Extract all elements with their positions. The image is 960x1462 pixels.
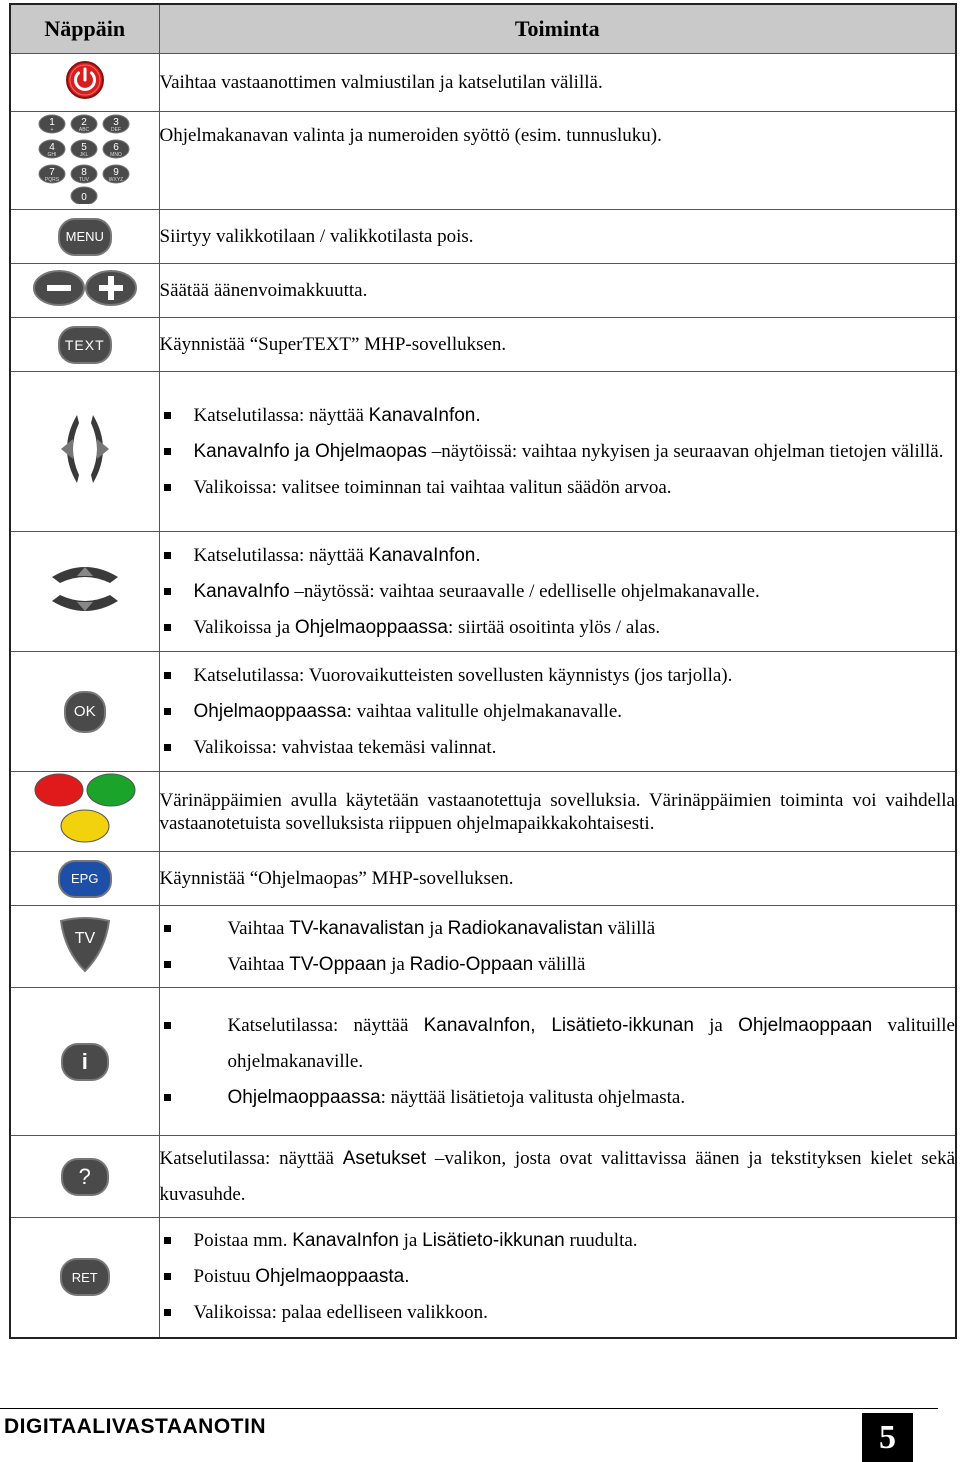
green-key-icon [87, 774, 135, 806]
volume-minus-plus-icon [32, 268, 138, 308]
number-keys-cell [10, 112, 159, 210]
table-row [10, 372, 956, 532]
numbers-text: Ohjelmakanavan valinta ja numeroiden syöttö (esim. tunnusluku). [159, 125, 662, 146]
table-header-row [10, 4, 956, 54]
table-row [10, 264, 956, 318]
info-key-cell [10, 988, 159, 1136]
number-key-digit: 5 [80, 142, 87, 153]
number-key-letters: DEF [110, 127, 121, 133]
tv-key-cell [10, 906, 159, 988]
numbers-description [159, 112, 956, 210]
epg-description: Käynnistää “Ohjelmaopas” MHP-sovelluksen. [159, 852, 956, 906]
up-down-keys-cell [10, 532, 159, 652]
color-keys-description: Värinäppäimien avulla käytetään vastaanotettuja sovelluksia. Värinäppäimien toiminta voi vaihdella vastaanotetuista sovelluksista riippuen ohjelmapaikkakohtaisesti. [159, 772, 956, 852]
question-icon [61, 1158, 109, 1196]
table-row [10, 532, 956, 652]
number-key-digit: 0 [80, 192, 87, 203]
table-row [10, 652, 956, 772]
number-key-1-icon [39, 115, 65, 133]
number-key-letters: ABC [78, 127, 89, 133]
yellow-key-icon [61, 810, 109, 842]
list-item: Valikoissa ja Ohjelmaoppaassa: siirtää osoitinta ylös / alas. [160, 610, 956, 646]
left-right-keys-cell [10, 372, 159, 532]
menu-description: Siirtyy valikkotilaan / valikkotilasta pois. [159, 210, 956, 264]
table-row [10, 852, 956, 906]
number-key-7-icon [39, 165, 65, 183]
text-icon [58, 326, 112, 364]
help-key-cell [10, 1136, 159, 1218]
list-item: Valikoissa: vahvistaa tekemäsi valinnat. [160, 730, 956, 766]
number-key-digit: 2 [80, 117, 87, 128]
ret-key-cell [10, 1218, 159, 1338]
power-key-cell [10, 54, 159, 112]
number-key-digit: 1 [48, 117, 55, 128]
table-row [10, 112, 956, 210]
number-key-0-icon [71, 187, 97, 204]
table-row [10, 318, 956, 372]
table-row [10, 988, 956, 1136]
table-row [10, 772, 956, 852]
number-key-digit: 8 [80, 167, 87, 178]
list-item: Katselutilassa: näyttää KanavaInfon. [160, 538, 956, 574]
red-key-icon [35, 774, 83, 806]
number-key-6-icon [103, 140, 129, 158]
ret-description [159, 1218, 956, 1338]
number-key-letters: TUV [78, 177, 89, 183]
epg-key-cell [10, 852, 159, 906]
footer-title: DIGITAALIVASTAANOTIN [4, 1415, 266, 1438]
list-item: Vaihtaa TV-kanavalistan ja Radiokanavalistan välillä [160, 911, 956, 947]
left-right-description [159, 372, 956, 532]
ok-key-cell [10, 652, 159, 772]
key-function-table [9, 3, 957, 1339]
list-item: Poistuu Ohjelmaoppaasta. [160, 1259, 956, 1295]
number-key-digit: 7 [48, 167, 55, 178]
up-down-description [159, 532, 956, 652]
svg-text:TV: TV [74, 930, 95, 947]
power-icon [65, 60, 105, 100]
number-key-letters: WXYZ [108, 177, 123, 183]
ok-key-label: OK [73, 703, 96, 720]
number-key-4-icon [39, 140, 65, 158]
list-item: Poistaa mm. KanavaInfon ja Lisätieto-ikkunan ruudulta. [160, 1223, 956, 1259]
function-column-header: Toiminta [159, 4, 956, 54]
number-key-3-icon [103, 115, 129, 133]
text-key-label: TEXT [64, 336, 105, 353]
volume-description: Säätää äänenvoimakkuutta. [159, 264, 956, 318]
table-row [10, 210, 956, 264]
key-column-header: Näppäin [10, 4, 159, 54]
help-key-label: ? [78, 1163, 91, 1189]
number-key-2-icon [71, 115, 97, 133]
number-key-9-icon [103, 165, 129, 183]
menu-key-label: MENU [65, 229, 104, 244]
ok-icon [64, 691, 106, 733]
number-key-letters: MNO [109, 152, 122, 158]
help-description: Katselutilassa: näyttää Asetukset –valikon, josta ovat valittavissa äänen ja tekstityksen kielet sekä kuvasuhde. [159, 1136, 956, 1218]
list-item: KanavaInfo ja Ohjelmaopas –näytöissä: vaihtaa nykyisen ja seuraavan ohjelman tietojen välillä. [160, 434, 956, 470]
list-item: Ohjelmaoppaassa: vaihtaa valitulle ohjelmakanavalle. [160, 694, 956, 730]
volume-keys-cell [10, 264, 159, 318]
list-item: Ohjelmaoppaassa: näyttää lisätietoja valitusta ohjelmasta. [160, 1080, 956, 1116]
number-key-5-icon [71, 140, 97, 158]
color-keys-icon [33, 772, 137, 846]
text-key-cell [10, 318, 159, 372]
list-item: Katselutilassa: Vuorovaikutteisten sovellusten käynnistys (jos tarjolla). [160, 658, 956, 694]
list-item: Katselutilassa: näyttää KanavaInfon. [160, 398, 956, 434]
menu-icon [58, 218, 112, 256]
power-description: Vaihtaa vastaanottimen valmiustilan ja katselutilan välillä. [159, 54, 956, 112]
ret-key-label: RET [71, 1269, 98, 1285]
ok-description [159, 652, 956, 772]
number-key-digit: 4 [48, 142, 55, 153]
up-down-arrows-icon [50, 563, 120, 615]
list-item: Katselutilassa: näyttää KanavaInfon, Lisätieto-ikkunan ja Ohjelmaoppaan valituille ohjelmakanaville. [160, 1008, 956, 1080]
tv-icon [57, 915, 113, 973]
info-icon [61, 1043, 109, 1081]
list-item: KanavaInfo –näytössä: vaihtaa seuraavalle / edelliselle ohjelmakanavalle. [160, 574, 956, 610]
table-row [10, 1218, 956, 1338]
number-key-digit: 9 [112, 167, 119, 178]
list-item: Vaihtaa TV-Oppaan ja Radio-Oppaan välillä [160, 947, 956, 983]
number-key-letters: GHI [47, 152, 57, 158]
info-key-label: i [81, 1048, 88, 1074]
page-number: 5 [862, 1413, 913, 1462]
number-key-digit: 6 [112, 142, 119, 153]
number-keypad-icon [30, 112, 140, 204]
number-key-letters: PQRS [44, 177, 59, 183]
left-right-arrows-icon [55, 411, 115, 487]
number-key-8-icon [71, 165, 97, 183]
list-item: Valikoissa: valitsee toiminnan tai vaihtaa valitun säädön arvoa. [160, 470, 956, 506]
table-row [10, 1136, 956, 1218]
number-key-letters: JKL [79, 152, 89, 158]
text-description: Käynnistää “SuperTEXT” MHP-sovelluksen. [159, 318, 956, 372]
epg-key-label: EPG [71, 871, 99, 886]
number-key-digit: 3 [112, 117, 119, 128]
table-row [10, 54, 956, 112]
color-keys-cell [10, 772, 159, 852]
info-description [159, 988, 956, 1136]
table-row [10, 906, 956, 988]
return-icon [60, 1258, 110, 1296]
number-key-letters: + [50, 127, 54, 133]
menu-key-cell [10, 210, 159, 264]
page-footer [0, 1408, 938, 1456]
tv-description [159, 906, 956, 988]
epg-icon [58, 860, 112, 898]
list-item: Valikoissa: palaa edelliseen valikkoon. [160, 1295, 956, 1331]
